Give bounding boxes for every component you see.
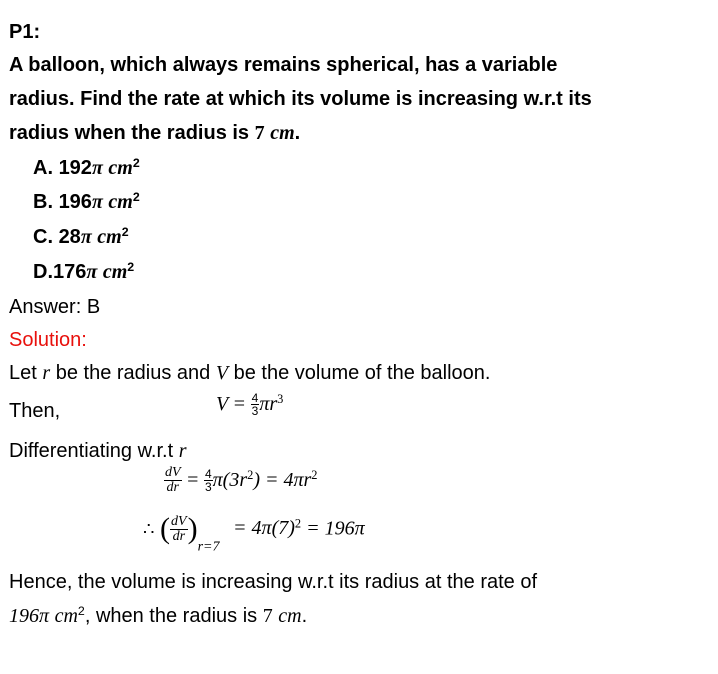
let-text-1: Let: [9, 362, 43, 384]
volume-formula: [216, 392, 283, 417]
option-unit: cm: [97, 226, 122, 248]
evaluated-numerator: dV: [171, 513, 187, 529]
question-line-1: A balloon, which always remains spherical, has a variable: [9, 54, 558, 76]
formula-eq: =: [233, 392, 246, 415]
option-unit: cm: [108, 157, 133, 179]
option-unit: cm: [108, 191, 133, 213]
derivative-exp-2: 2: [311, 467, 318, 482]
option-b: [33, 192, 140, 212]
derivative-exp-1: 2: [247, 467, 254, 482]
derivative-eq: =: [187, 468, 199, 491]
then-label: Then,: [9, 400, 61, 422]
formula-lhs: V: [216, 392, 229, 415]
evaluated-exp: 2: [294, 516, 302, 531]
option-pi: π: [91, 157, 103, 179]
let-var-v: V: [215, 362, 229, 384]
evaluated-subscript: r=7: [197, 539, 220, 555]
evaluated-rhs-1: = 4π(7): [233, 517, 295, 540]
option-value: 192: [58, 157, 92, 179]
option-pi: π: [80, 226, 92, 248]
hence-r-value: 7: [262, 605, 273, 627]
evaluated-fraction: [170, 515, 188, 544]
option-unit: cm: [102, 261, 128, 283]
solution-label: Solution:: [9, 329, 87, 351]
option-letter: B.: [33, 191, 53, 213]
evaluated-equation: [143, 512, 365, 555]
const-denominator: 3: [204, 480, 212, 494]
let-text-2: be the radius and: [50, 362, 216, 384]
hence-end: .: [301, 605, 308, 627]
let-line: [9, 363, 490, 383]
differentiating-label: Differentiating w.r.t: [9, 440, 179, 462]
question-radius-unit: cm: [270, 122, 295, 144]
derivative-equation: [164, 466, 318, 495]
differentiating-var: r: [178, 440, 187, 462]
formula-fraction: [251, 392, 260, 417]
option-exp: 2: [132, 156, 140, 171]
option-value: 196: [58, 191, 92, 213]
right-paren: ): [187, 512, 198, 545]
hence-exp: 2: [77, 604, 85, 619]
hence-unit: cm: [54, 605, 78, 627]
answer-label: Answer:: [9, 296, 82, 318]
option-value: 28: [58, 226, 81, 248]
let-text-3: be the volume of the balloon.: [228, 362, 491, 384]
evaluated-rhs-2: = 196π: [301, 517, 365, 540]
differentiating-line: [9, 441, 187, 461]
question-radius-value: 7: [254, 122, 265, 144]
problem-label: P1:: [9, 21, 41, 43]
derivative-fraction: [164, 466, 182, 495]
derivative-numerator: dV: [165, 465, 181, 480]
hence-line-1: Hence, the volume is increasing w.r.t its radius at the rate of: [9, 571, 538, 593]
formula-exp: 3: [277, 391, 284, 406]
option-c: [33, 227, 129, 247]
hence-line-2: [9, 606, 307, 626]
option-letter: C.: [33, 226, 53, 248]
hence-mid: , when the radius is: [84, 605, 263, 627]
option-d: [33, 262, 134, 282]
derivative-part-1: π(3r: [212, 468, 248, 491]
evaluated-denominator: dr: [170, 529, 188, 544]
question-line-3-text: radius when the radius is: [9, 122, 255, 144]
option-pi: π: [91, 191, 103, 213]
option-letter: D.: [33, 261, 53, 283]
answer-line: [9, 297, 100, 317]
let-var-r: r: [42, 362, 51, 384]
answer-value: B: [86, 296, 101, 318]
left-paren: (: [160, 512, 171, 545]
derivative-const-fraction: [204, 468, 213, 493]
option-exp: 2: [121, 225, 129, 240]
option-exp: 2: [127, 260, 135, 275]
const-numerator: 4: [204, 467, 212, 481]
derivative-part-2: ) = 4πr: [253, 468, 312, 491]
option-exp: 2: [132, 190, 140, 205]
option-letter: A.: [33, 157, 53, 179]
derivative-denominator: dr: [164, 480, 182, 495]
hence-value: 196π: [9, 605, 50, 627]
therefore-symbol: ∴: [143, 519, 155, 539]
fraction-numerator: 4: [251, 391, 259, 405]
option-a: [33, 158, 140, 178]
formula-rhs: πr: [259, 392, 278, 415]
hence-r-unit: cm: [278, 605, 302, 627]
question-line-3: [9, 123, 300, 143]
fraction-denominator: 3: [251, 404, 259, 418]
option-value: 176: [53, 261, 87, 283]
option-pi: π: [86, 261, 98, 283]
question-line-2: radius. Find the rate at which its volume is increasing w.r.t its: [9, 88, 592, 110]
question-end: .: [294, 122, 301, 144]
